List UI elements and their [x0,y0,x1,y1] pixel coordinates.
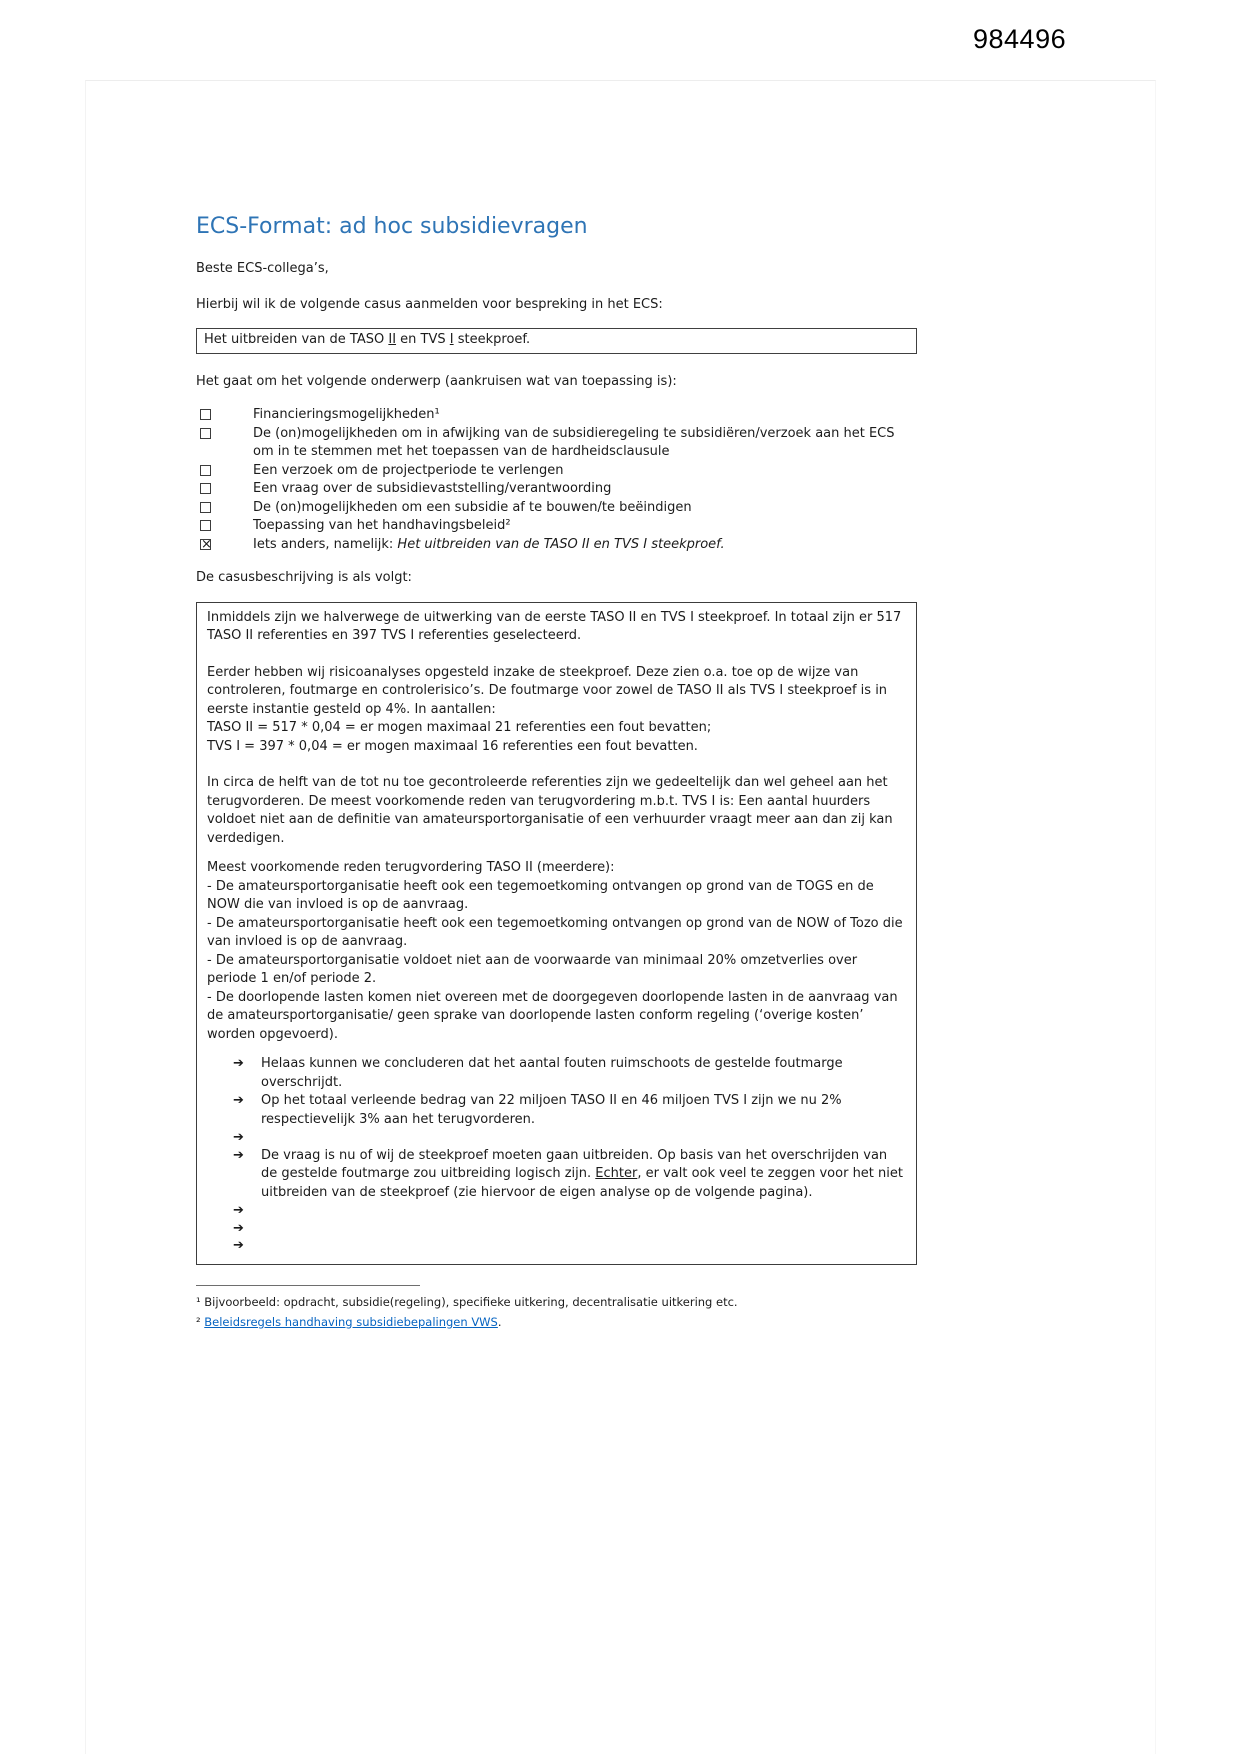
conclusion-text-post: , er valt ook veel te zeggen voor het niet uitbreiden van de steekproef (zie hiervoor de eigen analyse op de volgende pagina). [261,1166,903,1200]
topic-line: Het gaat om het volgende onderwerp (aankruisen wat van toepassing is): [196,373,677,389]
document-content [196,214,917,1332]
case-input-box[interactable] [196,328,917,354]
conclusion-text [261,1148,903,1200]
conclusion-item-empty [207,1202,906,1220]
checklist-item [196,406,917,425]
checklist-item-label: De (on)mogelijkheden om in afwijking van de subsidieregeling te subsidiëren/verzoek aan het ECS om in te stemmen met het toepassen van de hardheidsclausule [253,425,895,459]
case-description-box[interactable] [196,602,917,1265]
checkbox[interactable] [200,520,211,531]
checklist-item-label: Toepassing van het handhavingsbeleid² [253,518,511,533]
recovery-reason-item: - De amateursportorganisatie heeft ook een tegemoetkoming ontvangen op grond van de NOW of Tozo die van invloed is op de aanvraag. [207,915,903,949]
footnote-separator [196,1285,420,1286]
greeting: Beste ECS-collega’s, [196,261,329,276]
recovery-reasons-heading: Meest voorkomende reden terugvordering TASO II (meerdere): [207,860,615,875]
recovery-reasons-block [207,859,906,1044]
checkbox[interactable] [200,465,211,476]
checkbox-mark: × [201,536,212,552]
checkbox-checked[interactable] [200,536,212,552]
checklist-item [196,425,917,462]
conclusion-item [207,1147,906,1203]
checklist-item [196,480,917,499]
checkbox[interactable] [200,409,211,420]
description-paragraph-2-text: Eerder hebben wij risicoanalyses opgesteld inzake de steekproef. Deze zien o.a. toe op de wijze van controleren, foutmarge en controlerisico’s. De foutmarge voor zowel de TASO II als TVS I steekproef is in eerste instantie gesteld op 4%. In aantallen: [207,664,888,717]
checklist-item [196,499,917,518]
checklist-item-label: Financieringsmogelijkheden¹ [253,407,440,422]
arrow-icon: ➔ [233,1238,244,1253]
calc-line-taso: TASO II = 517 * 0,04 = er mogen maximaal 21 referenties een fout bevatten; [207,720,712,735]
description-paragraph-1: Inmiddels zijn we halverwege de uitwerking van de eerste TASO II en TVS I steekproef. In totaal zijn er 517 TASO II referenties en 397 TVS I referenties geselecteerd. [207,609,902,643]
recovery-reason-item: - De amateursportorganisatie voldoet niet aan de voorwaarde van minimaal 20% omzetverlies over periode 1 en/of periode 2. [207,952,858,986]
conclusion-item-empty [207,1220,906,1238]
conclusion-text: Op het totaal verleende bedrag van 22 miljoen TASO II en 46 miljoen TVS I zijn we nu 2% respectievelijk 3% aan het terugvorderen. [261,1093,842,1127]
arrow-icon: ➔ [233,1130,244,1145]
arrow-icon: ➔ [233,1093,244,1108]
conclusion-item-empty [207,1237,906,1255]
checklist [196,406,917,554]
checklist-item-label: Iets anders, namelijk: [253,536,398,552]
conclusion-text-pre: De vraag is nu of wij de steekproef moeten gaan uitbreiden. Op basis van het overschrijden van de gestelde foutmarge zou uitbreiding logisch zijn. [261,1147,888,1181]
checklist-item-label: De (on)mogelijkheden om een subsidie af te bouwen/te beëindigen [253,499,692,515]
conclusion-item [207,1092,906,1129]
checkbox[interactable] [200,483,211,494]
description-paragraph-3: In circa de helft van de tot nu toe gecontroleerde referenties zijn we gedeeltelijk dan wel geheel aan het terugvorderen. De meest voorkomende reden van terugvordering m.b.t. TVS I is: Een aantal huurders voldoet niet aan de definitie van amateursportorganisatie of een verhuurder vraagt meer aan dan zij kan verdedigen. [207,775,893,846]
checklist-item [196,517,917,536]
arrow-icon: ➔ [233,1056,244,1071]
footnote-2-suffix: . [497,1314,502,1329]
checkbox[interactable] [200,502,211,513]
checklist-item-checked [196,536,917,555]
case-description-label: De casusbeschrijving is als volgt: [196,570,412,585]
document-title: ECS-Format: ad hoc subsidievragen [196,214,588,239]
case-title-underlined: II [388,332,397,347]
footnote-2 [196,1312,917,1332]
page-number: 984496 [973,24,1067,54]
intro-line: Hierbij wil ik de volgende casus aanmelden voor bespreking in het ECS: [196,296,663,312]
conclusion-item [207,1055,906,1092]
arrow-icon: ➔ [233,1147,244,1163]
case-title-text: Het uitbreiden van de TASO [204,332,389,347]
conclusion-text: Helaas kunnen we concluderen dat het aantal fouten ruimschoots de gestelde foutmarge overschrijdt. [261,1056,843,1090]
footnote-2-marker: ² [196,1314,205,1329]
checklist-item-label: Een vraag over de subsidievaststelling/verantwoording [253,481,612,496]
conclusions-list [207,1055,906,1255]
case-title-underlined: I [449,332,454,347]
footnote-2-link[interactable]: Beleidsregels handhaving subsidiebepalingen VWS [204,1314,498,1329]
conclusion-item-empty [207,1129,906,1147]
recovery-reason-item: - De amateursportorganisatie heeft ook een tegemoetkoming ontvangen op grond van de TOGS en de NOW die van invloed is op de aanvraag. [207,878,874,912]
case-title-text: steekproef. [453,332,531,347]
checklist-item-label-italic: Het uitbreiden van de TASO II en TVS I steekproef. [397,536,725,552]
checklist-item-label: Een verzoek om de projectperiode te verlengen [253,462,564,478]
recovery-reason-item: - De doorlopende lasten komen niet overeen met de doorgegeven doorlopende lasten in de aanvraag van de amateursportorganisatie/ geen sprake van doorlopende lasten conform regeling (‘overige kosten’ worden opgevoerd). [207,989,898,1042]
case-title-text: en TVS [396,332,450,347]
description-paragraph-2 [207,664,906,757]
conclusion-text-underlined: Echter [595,1166,638,1181]
arrow-icon: ➔ [233,1203,244,1218]
arrow-icon: ➔ [233,1220,244,1236]
checkbox[interactable] [200,428,211,439]
calc-line-tvs: TVS I = 397 * 0,04 = er mogen maximaal 16 referenties een fout bevatten. [207,738,698,754]
checklist-item [196,462,917,481]
footnote-1: ¹ Bijvoorbeeld: opdracht, subsidie(regeling), specifieke uitkering, decentralisatie uitkering etc. [196,1294,738,1309]
